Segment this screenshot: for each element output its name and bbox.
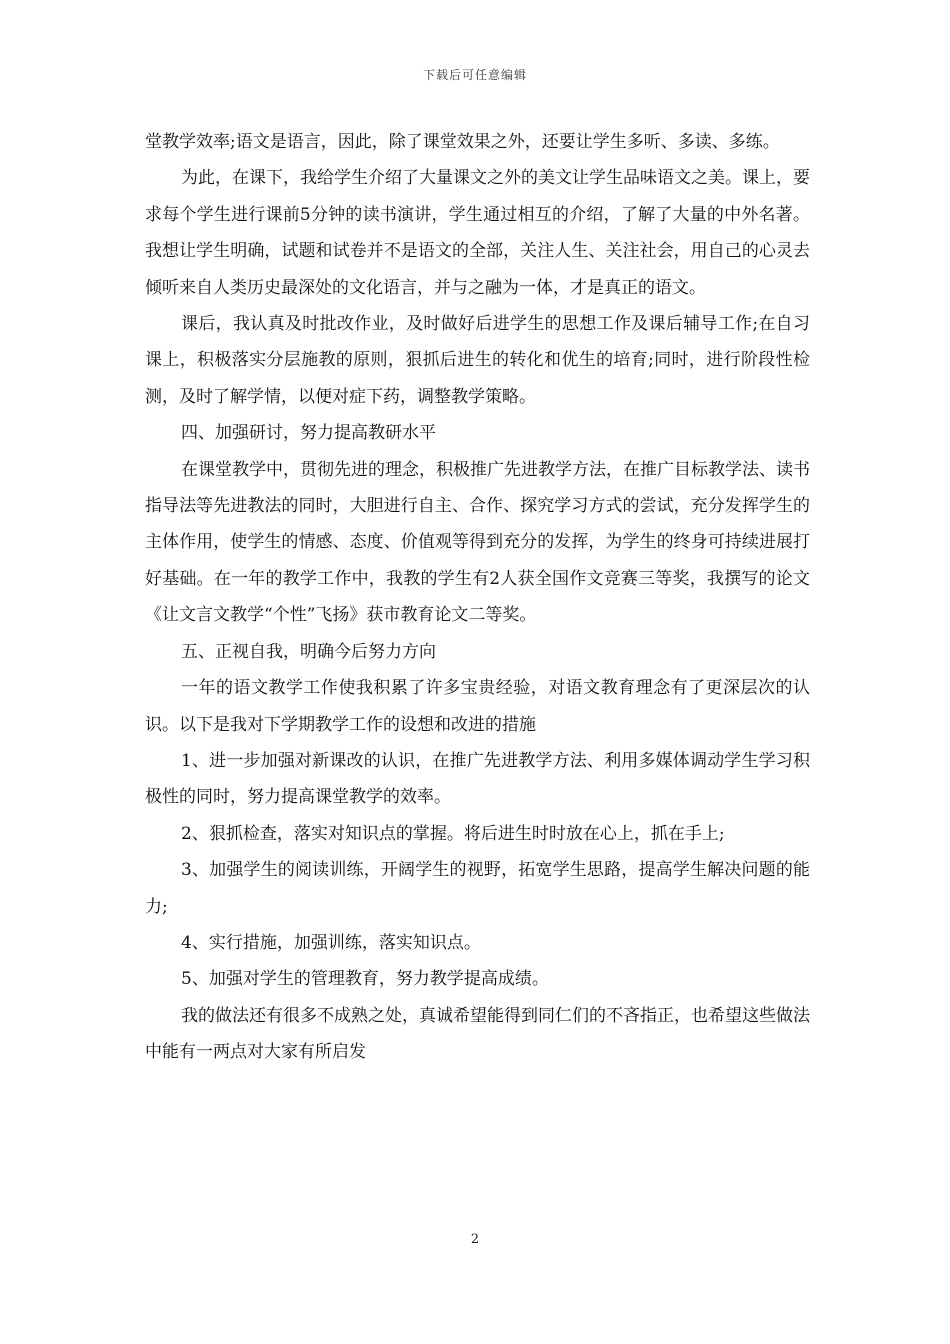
paragraph-7: 一年的语文教学工作使我积累了许多宝贵经验，对语文教育理念有了更深层次的认识。以下是我对下学期教学工作的设想和改进的措施 (145, 678, 810, 735)
document-body (145, 124, 810, 1071)
list-item-4: 4、实行措施，加强训练，落实知识点。 (181, 932, 481, 953)
section-heading-4: 四、加强研讨，努力提高教研水平 (181, 423, 436, 444)
page-header: 下载后可任意编辑 (422, 68, 527, 82)
paragraph-5: 在课堂教学中，贯彻先进的理念，积极推广先进教学方法，在推广目标教学法、读书指导法等先进教法的同时，大胆进行自主、合作、探究学习方式的尝试，充分发挥学生的主体作用，使学生的情感、态度、价值观等得到充分的发挥，为学生的终身可持续进展打好基础。在一年的教学工作中，我教的学生有2人获全国作文竞赛三等奖，我撰写的论文《让文言文教学“个性”飞扬》获市教育论文二等奖。 (145, 459, 810, 626)
list-item-3: 3、加强学生的阅读训练，开阔学生的视野，拓宽学生思路，提高学生解决问题的能力; (145, 860, 810, 917)
list-item-5: 5、加强对学生的管理教育，努力教学提高成绩。 (181, 969, 549, 990)
paragraph-1: 堂教学效率;语文是语言，因此，除了课堂效果之外，还要让学生多听、多读、多练。 (145, 132, 780, 152)
list-item-2: 2、狠抓检查，落实对知识点的掌握。将后进生时时放在心上，抓在手上; (181, 823, 725, 844)
closing-paragraph: 我的做法还有很多不成熟之处，真诚希望能得到同仁们的不吝指正，也希望这些做法中能有一两点对大家有所启发 (145, 1005, 810, 1063)
page-number: 2 (470, 1232, 480, 1247)
list-item-1: 1、进一步加强对新课改的认识，在推广先进教学方法、利用多媒体调动学生学习积极性的同时，努力提高课堂教学的效率。 (145, 750, 810, 808)
section-heading-5: 五、正视自我，明确今后努力方向 (181, 641, 436, 662)
paragraph-2: 为此，在课下，我给学生介绍了大量课文之外的美文让学生品味语文之美。课上，要求每个学生进行课前5分钟的读书演讲，学生通过相互的介绍，了解了大量的中外名著。我想让学生明确，试题和试卷并不是语文的全部，关注人生、关注社会，用自己的心灵去倾听来自人类历史最深处的文化语言，并与之融为一体，才是真正的语文。 (145, 168, 810, 298)
paragraph-3: 课后，我认真及时批改作业，及时做好后进学生的思想工作及课后辅导工作;在自习课上，积极落实分层施教的原则，狠抓后进生的转化和优生的培育;同时，进行阶段性检测，及时了解学情，以便对症下药，调整教学策略。 (145, 314, 810, 407)
